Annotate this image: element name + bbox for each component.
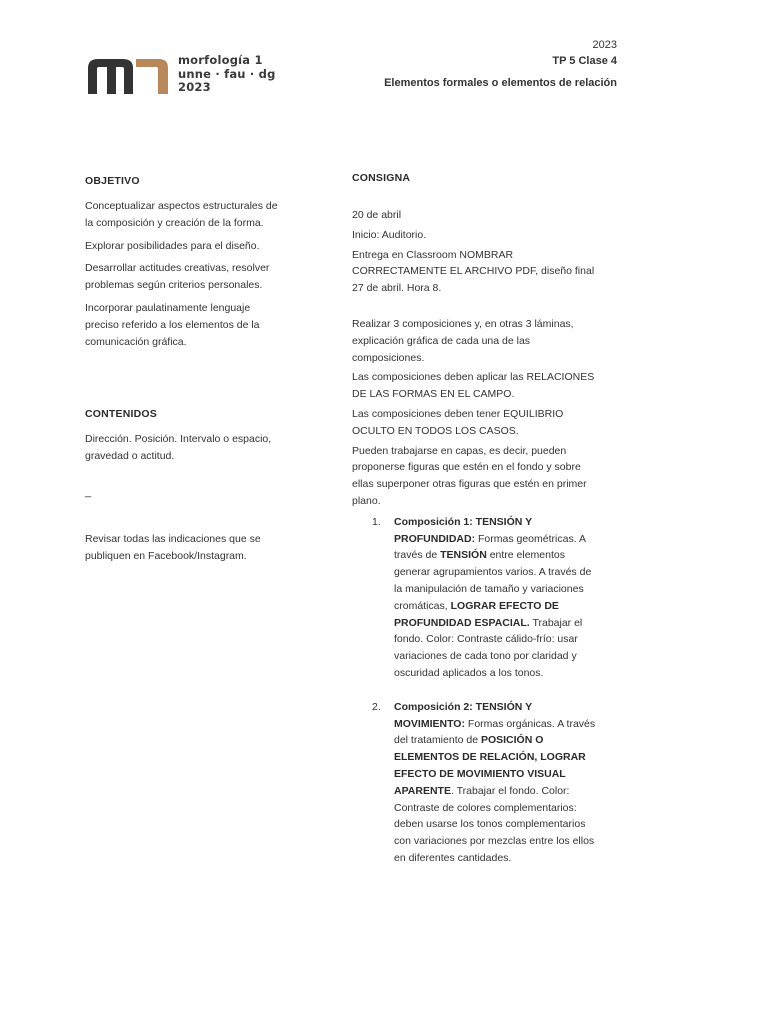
consigna-heading: CONSIGNA <box>352 172 411 184</box>
composicion-emphasis: POSICIÓN O ELEMENTOS DE RELACIÓN, LOGRAR EFECTO DE MOVIMIENTO VISUAL APARENTE <box>394 734 586 797</box>
composicion-title: Composición 1: TENSIÓN Y PROFUNDIDAD: <box>394 515 532 545</box>
revisar-note: Revisar todas las indicaciones que se publiquen en Facebook/Instagram. <box>85 532 261 562</box>
logo-line-institution: unne · fau · dg <box>178 66 276 81</box>
consigna-inicio: Inicio: Auditorio. <box>352 228 427 241</box>
objetivo-item: Explorar posibilidades para el diseño. <box>85 239 260 252</box>
objetivo-item: Conceptualizar aspectos estructurales de la composición y creación de la forma. <box>85 200 278 229</box>
consigna-equilibrio: Las composiciones deben tener EQUILIBRIO OCULTO EN TODOS LOS CASOS. <box>352 407 564 437</box>
contenidos-heading: CONTENIDOS <box>85 408 158 421</box>
composiciones-list <box>352 514 602 867</box>
logo-wordmark <box>178 54 276 95</box>
header-title: Elementos formales o elementos de relación <box>384 77 617 89</box>
consigna-date: 20 de abril <box>352 209 402 221</box>
separator-dash: _ <box>85 485 92 498</box>
list-item-number: 2. <box>372 700 381 713</box>
composicion-text: Formas orgánicas. A través del tratamiento de <box>394 717 596 747</box>
contenidos-text: Dirección. Posición. Intervalo o espacio, gravedad o actitud. <box>85 433 272 463</box>
composicion-emphasis: LOGRAR EFECTO DE PROFUNDIDAD ESPACIAL. <box>394 599 559 629</box>
list-item <box>352 514 602 682</box>
logo-line-year: 2023 <box>178 80 211 94</box>
list-item <box>352 699 602 867</box>
course-logo <box>86 53 276 99</box>
composicion-text: Trabajar el fondo. Color: Contraste cálido-frío: usar variaciones de cada tono por claridad y oscuridad aplicados a los tonos. <box>394 616 583 679</box>
consigna-capas: Pueden trabajarse en capas, es decir, pueden proponerse figuras que estén en el fondo y sobre ellas superponer otras figuras que estén en primer plano. <box>352 444 587 507</box>
header-year: 2023 <box>592 39 617 51</box>
list-item-number: 1. <box>372 515 381 528</box>
consigna-entrega: Entrega en Classroom NOMBRAR CORRECTAMENTE EL ARCHIVO PDF, diseño final 27 de abril. Hora 8. <box>352 248 595 295</box>
objetivo-item: Incorporar paulatinamente lenguaje preciso referido a los elementos de la comunicación gráfica. <box>85 301 260 348</box>
left-column <box>85 175 285 564</box>
right-column <box>352 172 602 867</box>
objetivo-item: Desarrollar actitudes creativas, resolver problemas según criterios personales. <box>85 262 270 292</box>
composicion-title: Composición 2: TENSIÓN Y MOVIMIENTO: <box>394 700 532 730</box>
composicion-emphasis: TENSIÓN <box>440 549 487 562</box>
objetivo-heading: OBJETIVO <box>85 175 140 187</box>
consigna-realizar: Realizar 3 composiciones y, en otras 3 láminas, explicación gráfica de cada una de las composiciones. <box>352 317 574 364</box>
consigna-relaciones: Las composiciones deben aplicar las RELACIONES DE LAS FORMAS EN EL CAMPO. <box>352 371 595 401</box>
header-tp: TP 5 Clase 4 <box>552 55 617 67</box>
composicion-text: entre elementos generar agrupamientos varios. A través de la manipulación de tamaño y variaciones cromáticas, <box>394 549 592 612</box>
composicion-text: Formas geométricas. A través de <box>394 532 586 562</box>
m1-logo-icon <box>86 56 172 96</box>
composicion-text: . Trabajar el fondo. Color: Contraste de colores complementarios: deben usarse los tonos complementarios con variaciones por mezclas entre los ellos en diferentes cantidades. <box>394 784 595 864</box>
logo-line-course: morfología 1 <box>178 53 263 67</box>
